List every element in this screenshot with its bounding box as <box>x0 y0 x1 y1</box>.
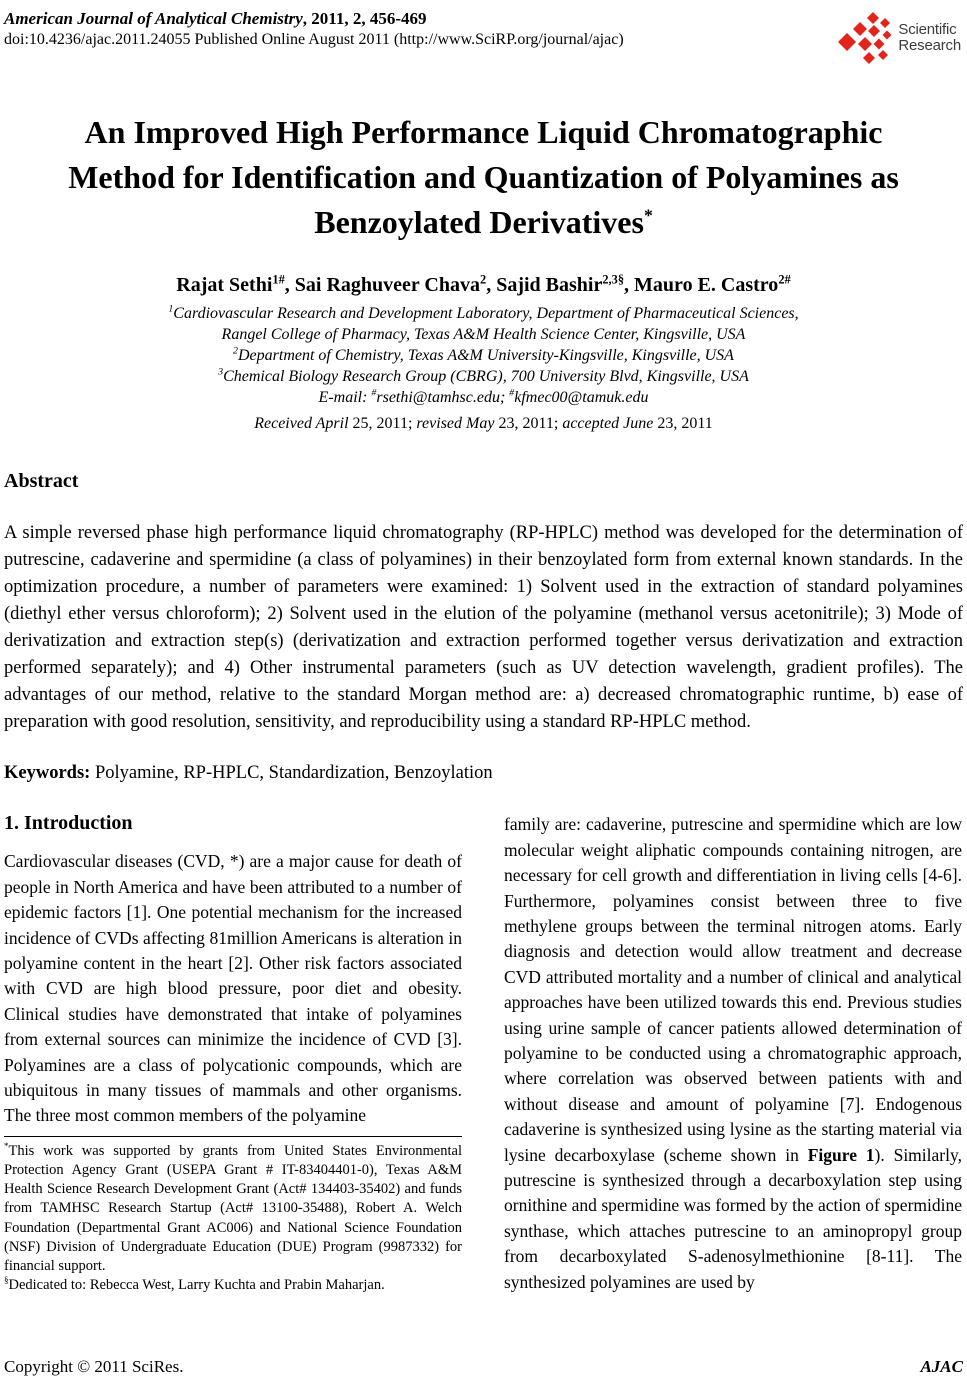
journal-abbreviation: AJAC <box>920 1357 963 1376</box>
two-column-body <box>4 812 963 1295</box>
right-column <box>504 812 962 1295</box>
page-footer <box>4 1357 963 1379</box>
email-line: E-mail: #rsethi@tamhsc.edu; #kfmec00@tamuk.edu <box>318 388 649 407</box>
publisher-logo-line1: Scientific <box>898 21 957 39</box>
publisher-logo <box>838 10 961 66</box>
introduction-left-text: Cardiovascular diseases (CVD, *) are a major cause for death of people in North America and have been attributed to a number of epidemic factors [1]. One potential mechanism for the increased incidence of CVDs affecting 81million Americans is alteration in polyamine content in the heart [2]. Other risk factors associated with CVD are high blood pressure, poor diet and obesity. Clinical studies have demonstrated that intake of polyamines from external sources can minimize the incidence of CVD [3]. Polyamines are a class of polycationic compounds, which are ubiquitous in many tissues of mammals and other organisms. The three most common members of the polyamine <box>4 851 462 1126</box>
left-column <box>4 812 462 1295</box>
introduction-heading: 1. Introduction <box>4 812 133 835</box>
abstract-heading: Abstract <box>4 470 79 493</box>
affiliations-block <box>4 303 963 434</box>
journal-header <box>4 8 963 66</box>
affiliation-line-2: Rangel College of Pharmacy, Texas A&M Health Science Center, Kingsville, USA <box>221 326 746 344</box>
paper-title: An Improved High Performance Liquid Chromatographic Method for Identification and Quantization of Polyamines as Benzoylated Derivatives* <box>68 114 899 240</box>
affiliation-line-1: $^1$Cardiovascular Research and Development Laboratory, Department of Pharmaceutical Sciences, <box>168 304 799 323</box>
doi-line: doi:10.4236/ajac.2011.24055 Published Online August 2011 (http://www.SciRP.org/journal/ajac) <box>4 31 624 49</box>
abstract-text: A simple reversed phase high performance liquid chromatography (RP-HPLC) method was developed for the determination of putrescine, cadaverine and spermidine (a class of polyamines) in their benzoylated form from external known standards. In the optimization procedure, a number of parameters were examined: 1) Solvent used in the extraction of standard polyamines (diethyl ether versus chloroform); 2) Solvent used in the elution of the polyamine (methanol versus acetonitrile); 3) Mode of derivatization and extraction step(s) (derivatization and extraction performed together versus derivatization and extraction performed separately); and 4) Other instrumental parameters (such as UV detection wavelength, gradient profiles). The advantages of our method, relative to the standard Morgan method are: a) decreased chromatographic runtime, b) ease of preparation with good resolution, sensitivity, and reproducibility using a standard RP-HPLC method. <box>4 523 963 733</box>
publisher-logo-text <box>898 22 961 54</box>
keywords-line <box>4 763 963 784</box>
journal-citation: American Journal of Analytical Chemistry, 2011, 2, 456-469 <box>4 9 427 28</box>
publisher-logo-line2: Research <box>898 37 961 54</box>
authors-line: Rajat Sethi$^{1\#}$, Sai Raghuveer Chava$^2$, Sajid Bashir$^{2,3\S}$, Mauro E. Castro$^{2\#}$ <box>176 272 791 297</box>
keywords-label: Keywords: <box>4 763 91 784</box>
footnotes-block <box>4 1136 462 1296</box>
dedication-footnote: §Dedicated to: Rebecca West, Larry Kuchta and Prabin Maharjan. <box>4 1275 385 1294</box>
journal-header-text <box>4 8 624 51</box>
affiliation-line-4: $^3$Chemical Biology Research Group (CBRG), 700 University Blvd, Kingsville, USA <box>218 367 749 386</box>
copyright-notice: Copyright © 2011 SciRes. <box>4 1357 184 1376</box>
introduction-right-text: family are: cadaverine, putrescine and spermidine which are low molecular weight aliphatic compounds containing nitrogen, are necessary for cell growth and differentiation in living cells [4-6]. Furthermore, polyamines consist between three to five methylene groups between the terminal nitrogen atoms. Early diagnosis and detection would allow treatment and decrease CVD attributed mortality and a number of clinical and analytical approaches have been utilized towards this end. Previous studies using urine sample of cancer patients allowed determination of polyamine to be conducted using a chromatographic approach, where correlation was observed between patients with and without disease and amount of polyamine [7]. Endogenous cadaverine is synthesized using lysine as the starting material via lysine decarboxylase (scheme shown in Figure 1). Similarly, putrescine is synthesized through a decarboxylation step using ornithine and spermidine was formed by the action of spermidine synthase, which attaches putrescine to an aminopropyl group from decarboxylated S-adenosylmethionine [8-11]. The synthesized polyamines are used by <box>504 814 962 1292</box>
received-revised-accepted-line: Received April 25, 2011; revised May 23, 2011; accepted June 23, 2011 <box>254 415 713 433</box>
funding-footnote: *This work was supported by grants from United States Environmental Protection Agency Grant (USEPA Grant # IT-83404401-0), Texas A&M Health Science Research Development Grant (Act# 134403-35402) and funds from TAMHSC Research Startup (Act# 13100-35488), Robert A. Welch Foundation (Departmental Grant AC006) and National Science Foundation (NSF) Division of Undergraduate Education (DUE) Program (9987332) for financial support. <box>4 1141 462 1275</box>
scientific-research-diamonds-icon <box>838 10 894 66</box>
keywords-text: Polyamine, RP-HPLC, Standardization, Benzoylation <box>90 763 493 784</box>
affiliation-line-3: $^2$Department of Chemistry, Texas A&M University-Kingsville, Kingsville, USA <box>233 346 734 365</box>
